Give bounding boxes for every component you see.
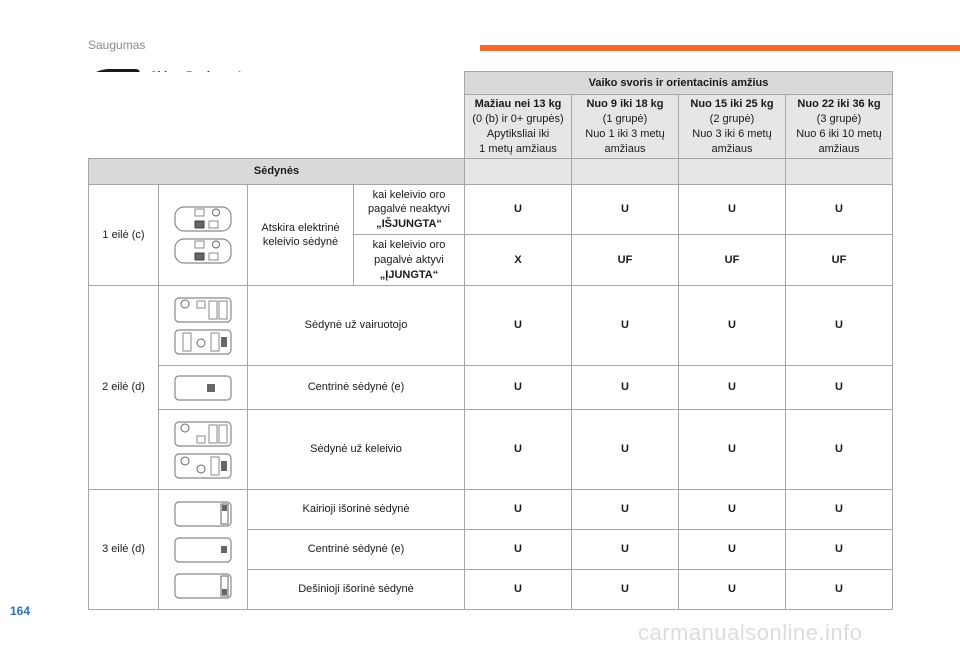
seat-name: Centrinė sėdynė (e): [248, 530, 465, 570]
car-topview-icon: [173, 297, 233, 323]
child-seat-table: [88, 71, 893, 610]
seat-name: Kairioji išorinė sėdynė: [248, 490, 465, 530]
car-topview-icon: [173, 501, 233, 527]
table-cell: U: [572, 185, 679, 235]
row-label: 3 eilė (d): [89, 490, 159, 610]
group-header-4: Nuo 22 iki 36 kg (3 grupė) Nuo 6 iki 10 metų amžiaus: [786, 95, 893, 159]
table-cell: U: [572, 286, 679, 366]
table-cell: U: [679, 366, 786, 410]
seat-diagram: [159, 366, 248, 410]
table-cell: U: [786, 410, 893, 490]
table-row: [89, 286, 893, 366]
car-topview-icon: [173, 573, 233, 599]
airbag-condition: kai keleivio oro pagalvė neaktyvi „IŠJUNGTA“: [354, 185, 465, 235]
seat-name: Centrinė sėdynė (e): [248, 366, 465, 410]
table-row: [89, 366, 893, 410]
seat-diagram: [159, 410, 248, 490]
seat-diagram: [159, 185, 248, 286]
car-topview-icon: [173, 375, 233, 401]
table-cell: U: [572, 530, 679, 570]
car-topview-icon: [173, 329, 233, 355]
row-label: 1 eilė (c): [89, 185, 159, 286]
section-title: Saugumas: [88, 38, 146, 52]
table-cell: U: [786, 490, 893, 530]
table-cell: U: [679, 570, 786, 610]
table-cell: U: [465, 530, 572, 570]
table-cell: UF: [572, 235, 679, 286]
table-cell: U: [679, 410, 786, 490]
table-cell: U: [465, 490, 572, 530]
table-cell: X: [465, 235, 572, 286]
table-cell: U: [465, 185, 572, 235]
table-cell: U: [786, 286, 893, 366]
table-cell: U: [679, 286, 786, 366]
table-cell: U: [786, 185, 893, 235]
page-number: 164: [10, 604, 31, 618]
seat-diagram: [159, 286, 248, 366]
table-cell: U: [679, 530, 786, 570]
seat-name: Sėdynė už vairuotojo: [248, 286, 465, 366]
airbag-condition: kai keleivio oro pagalvė aktyvi „ĮJUNGTA“: [354, 235, 465, 286]
table-cell: U: [786, 366, 893, 410]
car-topview-icon: [173, 238, 233, 264]
seats-header: Sėdynės: [89, 159, 465, 185]
table-row: [89, 410, 893, 490]
table-cell: UF: [786, 235, 893, 286]
car-topview-icon: [173, 206, 233, 232]
table-cell: U: [572, 366, 679, 410]
table-row: [89, 185, 893, 235]
table-cell: U: [572, 410, 679, 490]
row-label: 2 eilė (d): [89, 286, 159, 490]
table-cell: UF: [679, 235, 786, 286]
car-topview-icon: [173, 537, 233, 563]
car-topview-icon: [173, 453, 233, 479]
table-cell: U: [465, 410, 572, 490]
group-header-2: Nuo 9 iki 18 kg (1 grupė) Nuo 1 iki 3 metų amžiaus: [572, 95, 679, 159]
table-cell: U: [679, 490, 786, 530]
table-cell: U: [572, 570, 679, 610]
accent-bar: [480, 45, 960, 51]
seat-diagram: [159, 490, 248, 610]
table-cell: U: [465, 570, 572, 610]
seat-name: Sėdynė už keleivio: [248, 410, 465, 490]
table-cell: U: [786, 570, 893, 610]
table-cell: U: [465, 286, 572, 366]
group-header-1: Mažiau nei 13 kg (0 (b) ir 0+ grupės) Apytiksliai iki 1 metų amžiaus: [465, 95, 572, 159]
watermark: carmanualsonline.info: [638, 620, 863, 645]
car-topview-icon: [173, 421, 233, 447]
table-cell: U: [786, 530, 893, 570]
table-cell: U: [465, 366, 572, 410]
table-row: [89, 490, 893, 530]
weight-age-header: Vaiko svoris ir orientacinis amžius: [465, 72, 893, 95]
seat-name: Dešinioji išorinė sėdynė: [248, 570, 465, 610]
table-cell: U: [679, 185, 786, 235]
table-cell: U: [572, 490, 679, 530]
seat-name: Atskira elektrinė keleivio sėdynė: [248, 185, 354, 286]
group-header-3: Nuo 15 iki 25 kg (2 grupė) Nuo 3 iki 6 metų amžiaus: [679, 95, 786, 159]
